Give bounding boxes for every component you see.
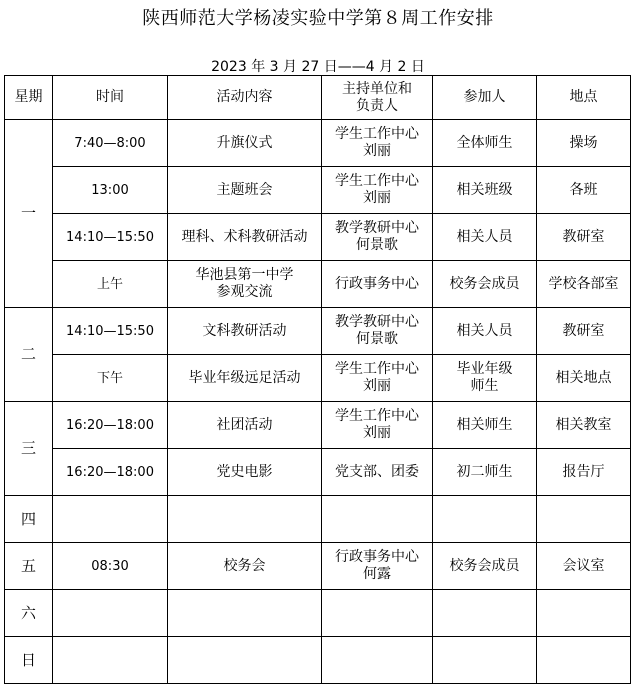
location-cell-text: 各班 [569, 181, 598, 198]
activity-cell [168, 261, 322, 308]
activity-cell [168, 355, 322, 402]
host-cell [322, 308, 433, 355]
table-header-row [5, 76, 631, 120]
activity-cell [168, 308, 322, 355]
schedule-table [4, 75, 631, 684]
participants-cell [433, 167, 537, 214]
date-range: 2023 年 3 月 27 日——4 月 2 日 [211, 59, 425, 75]
header-day: 星期 [5, 76, 53, 120]
activity-cell [168, 496, 322, 543]
activity-cell-text: 社团活动 [216, 416, 273, 433]
location-cell [537, 543, 631, 590]
day-label: 日 [20, 650, 36, 669]
day-cell [5, 543, 53, 590]
time-cell [53, 402, 168, 449]
participants-cell-text: 校务会成员 [449, 557, 520, 574]
time-cell-text: 7:40—8:00 [74, 135, 146, 151]
host-cell [322, 167, 433, 214]
activity-cell [168, 590, 322, 637]
table-row [5, 261, 631, 308]
day-cell [5, 496, 53, 543]
location-cell [537, 355, 631, 402]
activity-cell-text: 校务会 [223, 557, 266, 574]
time-cell [53, 261, 168, 308]
table-row [5, 590, 631, 637]
day-cell [5, 402, 53, 496]
activity-cell [168, 637, 322, 684]
time-cell-text: 14:10—15:50 [66, 229, 154, 245]
location-cell [537, 402, 631, 449]
time-cell-text: 下午 [96, 370, 123, 386]
day-cell [5, 590, 53, 637]
host-cell [322, 637, 433, 684]
day-label: 六 [20, 603, 36, 622]
table-row [5, 496, 631, 543]
participants-cell [433, 355, 537, 402]
table-row [5, 308, 631, 355]
time-cell [53, 496, 168, 543]
header-time: 时间 [53, 76, 168, 120]
activity-cell-text: 文科教研活动 [202, 322, 287, 339]
location-cell [537, 496, 631, 543]
location-cell-text: 会议室 [562, 557, 605, 574]
time-cell [53, 637, 168, 684]
host-cell-text: 党支部、团委 [335, 463, 419, 480]
host-cell [322, 543, 433, 590]
location-cell [537, 449, 631, 496]
host-cell-text: 学生工作中心 刘丽 [335, 408, 419, 441]
table-row [5, 214, 631, 261]
time-cell-text: 14:10—15:50 [66, 323, 154, 339]
location-cell-text: 相关教室 [555, 416, 612, 433]
time-cell-text: 16:20—18:00 [66, 417, 154, 433]
host-cell-text: 行政事务中心 [335, 275, 419, 292]
activity-cell-text: 毕业年级远足活动 [188, 369, 301, 386]
participants-cell-text: 相关人员 [456, 228, 513, 245]
activity-cell-text: 党史电影 [216, 463, 273, 480]
activity-cell [168, 120, 322, 167]
time-cell [53, 355, 168, 402]
participants-cell [433, 214, 537, 261]
time-cell-text: 13:00 [91, 182, 129, 198]
table-row [5, 402, 631, 449]
table-row [5, 449, 631, 496]
participants-cell [433, 308, 537, 355]
activity-cell-text: 华池县第一中学 参观交流 [195, 267, 294, 300]
time-cell-text: 上午 [96, 276, 123, 292]
activity-cell-text: 升旗仪式 [216, 134, 273, 151]
time-cell [53, 449, 168, 496]
time-cell [53, 167, 168, 214]
host-cell-text: 行政事务中心 何露 [335, 549, 419, 582]
table-row [5, 167, 631, 214]
day-label: 一 [20, 204, 36, 222]
host-cell [322, 214, 433, 261]
day-cell [5, 308, 53, 402]
time-cell [53, 590, 168, 637]
location-cell [537, 214, 631, 261]
host-cell-text: 学生工作中心 刘丽 [335, 173, 419, 206]
document-title: 陕西师范大学杨凌实验中学第８周工作安排 [142, 8, 494, 29]
participants-cell-text: 校务会成员 [449, 275, 520, 292]
day-label: 四 [20, 509, 36, 528]
activity-cell [168, 402, 322, 449]
table-row [5, 120, 631, 167]
participants-cell [433, 120, 537, 167]
participants-cell [433, 590, 537, 637]
host-cell [322, 590, 433, 637]
header-host: 主持单位和 负责人 [322, 76, 433, 120]
day-cell [5, 120, 53, 308]
time-cell-text: 16:20—18:00 [66, 464, 154, 480]
activity-cell [168, 214, 322, 261]
location-cell [537, 261, 631, 308]
location-cell-text: 报告厅 [562, 463, 605, 480]
activity-cell [168, 543, 322, 590]
location-cell [537, 120, 631, 167]
activity-cell-text: 理科、术科教研活动 [181, 228, 308, 245]
location-cell [537, 308, 631, 355]
day-label: 五 [20, 556, 36, 575]
participants-cell-text: 毕业年级 师生 [456, 361, 513, 394]
location-cell-text: 学校各部室 [548, 275, 619, 292]
day-label: 二 [20, 345, 36, 363]
participants-cell [433, 449, 537, 496]
day-label: 三 [20, 439, 36, 457]
time-cell-text: 08:30 [91, 558, 129, 574]
participants-cell-text: 相关人员 [456, 322, 513, 339]
header-location: 地点 [537, 76, 631, 120]
participants-cell-text: 全体师生 [456, 134, 513, 151]
host-cell-text: 教学教研中心 何景歌 [335, 220, 419, 253]
host-cell-text: 学生工作中心 刘丽 [335, 361, 419, 394]
host-cell [322, 120, 433, 167]
header-participants: 参加人 [433, 76, 537, 120]
location-cell [537, 637, 631, 684]
participants-cell [433, 261, 537, 308]
participants-cell-text: 初二师生 [456, 463, 513, 480]
host-cell [322, 355, 433, 402]
host-cell [322, 261, 433, 308]
activity-cell [168, 167, 322, 214]
time-cell [53, 120, 168, 167]
activity-cell-text: 主题班会 [216, 181, 273, 198]
host-cell-text: 教学教研中心 何景歌 [335, 314, 419, 347]
participants-cell [433, 496, 537, 543]
host-cell [322, 449, 433, 496]
activity-cell [168, 449, 322, 496]
location-cell-text: 操场 [569, 134, 598, 151]
host-cell [322, 402, 433, 449]
participants-cell [433, 543, 537, 590]
participants-cell-text: 相关师生 [456, 416, 513, 433]
day-cell [5, 637, 53, 684]
participants-cell [433, 637, 537, 684]
table-row [5, 637, 631, 684]
table-row [5, 543, 631, 590]
location-cell-text: 相关地点 [555, 369, 612, 386]
participants-cell [433, 402, 537, 449]
location-cell [537, 590, 631, 637]
location-cell-text: 教研室 [562, 228, 605, 245]
schedule-body [5, 120, 631, 684]
time-cell [53, 214, 168, 261]
participants-cell-text: 相关班级 [456, 181, 513, 198]
time-cell [53, 543, 168, 590]
location-cell-text: 教研室 [562, 322, 605, 339]
host-cell-text: 学生工作中心 刘丽 [335, 126, 419, 159]
header-activity: 活动内容 [168, 76, 322, 120]
host-cell [322, 496, 433, 543]
table-row [5, 355, 631, 402]
time-cell [53, 308, 168, 355]
location-cell [537, 167, 631, 214]
